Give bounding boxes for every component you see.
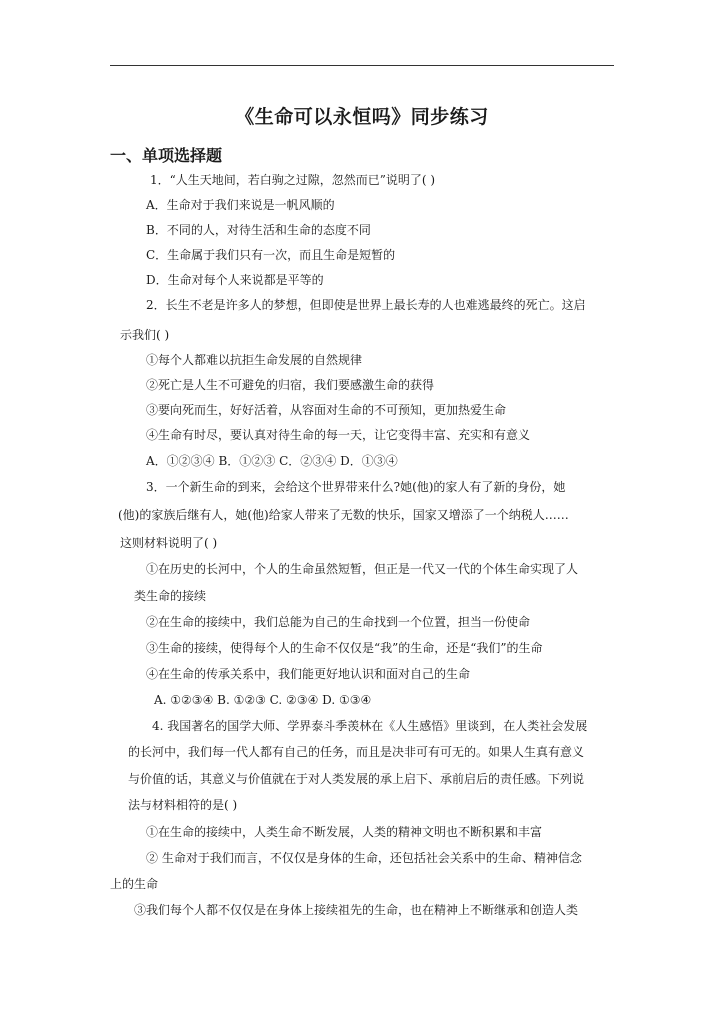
question-3-item-4: ④在生命的传承关系中，我们能更好地认识和面对自己的生命 [146,667,471,681]
question-4-stem: 4. 我国著名的国学大师、学界泰斗季羡林在《人生感悟》里谈到，在人类社会发展 [152,719,588,733]
question-2-item-2: ②死亡是人生不可避免的归宿，我们要感激生命的获得 [146,378,435,392]
question-4-item-2: ② 生命对于我们而言，不仅仅是身体的生命，还包括社会关系中的生命、精神信念 [146,851,582,865]
question-2-item-4: ④生命有时尽，要认真对待生命的每一天，让它变得丰富、充实和有意义 [146,428,531,442]
question-3-item-3: ③生命的接续，使得每个人的生命不仅仅是“我”的生命，还是“我们”的生命 [146,641,543,655]
question-4-stem-cont-1: 的长河中，我们每一代人都有自己的任务，而且是决非可有可无的。如果人生真有意义 [128,745,585,759]
question-4-item-1: ①在生命的接续中，人类生命不断发展，人类的精神文明也不断积累和丰富 [146,825,543,839]
question-1-option-a: A．生命对于我们来说是一帆风顺的 [146,198,335,212]
question-4-item-3: ③我们每个人都不仅仅是在身体上接续祖先的生命，也在精神上不断继承和创造人类 [134,903,579,917]
question-2-stem-cont: 示我们( ) [120,328,170,342]
question-3-stem-cont-2: 这则材料说明了( ) [120,536,218,550]
question-2-item-3: ③要向死而生，好好活着，从容面对生命的不可预知，更加热爱生命 [146,403,507,417]
section-heading: 一、单项选择题 [110,146,223,165]
question-1-option-d: D．生命对每个人来说都是平等的 [146,273,324,287]
question-3-stem-cont-1: (他)的家族后继有人，她(他)给家人带来了无数的快乐，国家又增添了一个纳税人…… [118,508,569,522]
question-2-stem: 2．长生不老是许多人的梦想，但即使是世界上最长寿的人也难逃最终的死亡。这启 [146,298,586,312]
header-rule [110,65,614,66]
question-1-option-c: C．生命属于我们只有一次，而且生命是短暂的 [146,248,396,262]
page-title: 《生命可以永恒吗》同步练习 [235,106,489,128]
question-4-stem-cont-2: 与价值的话，其意义与价值就在于对人类发展的承上启下、承前启后的责任感。下列说 [128,772,585,786]
question-3-item-2: ②在生命的接续中，我们总能为自己的生命找到一个位置，担当一份使命 [146,615,531,629]
question-1-stem: 1．“人生天地间，若白驹之过隙，忽然而已”说明了( ) [150,173,436,187]
question-3-item-1: ①在历史的长河中，个人的生命虽然短暂，但正是一代又一代的个体生命实现了人 [146,562,579,576]
question-1-option-b: B．不同的人，对待生活和生命的态度不同 [146,223,371,237]
question-2-options: A．①②③④ B．①②③ C．②③④ D．①③④ [146,454,398,468]
question-3-item-1-cont: 类生命的接续 [134,589,207,603]
question-3-stem: 3．一个新生命的到来，会给这个世界带来什么?她(他)的家人有了新的身份，她 [146,480,566,494]
question-2-item-1: ①每个人都难以抗拒生命发展的自然规律 [146,353,363,367]
question-4-stem-cont-3: 法与材料相符的是( ) [128,798,238,812]
question-3-options: A. ①②③④ B. ①②③ C. ②③④ D. ①③④ [154,693,372,707]
question-4-item-2-cont: 上的生命 [110,877,159,891]
